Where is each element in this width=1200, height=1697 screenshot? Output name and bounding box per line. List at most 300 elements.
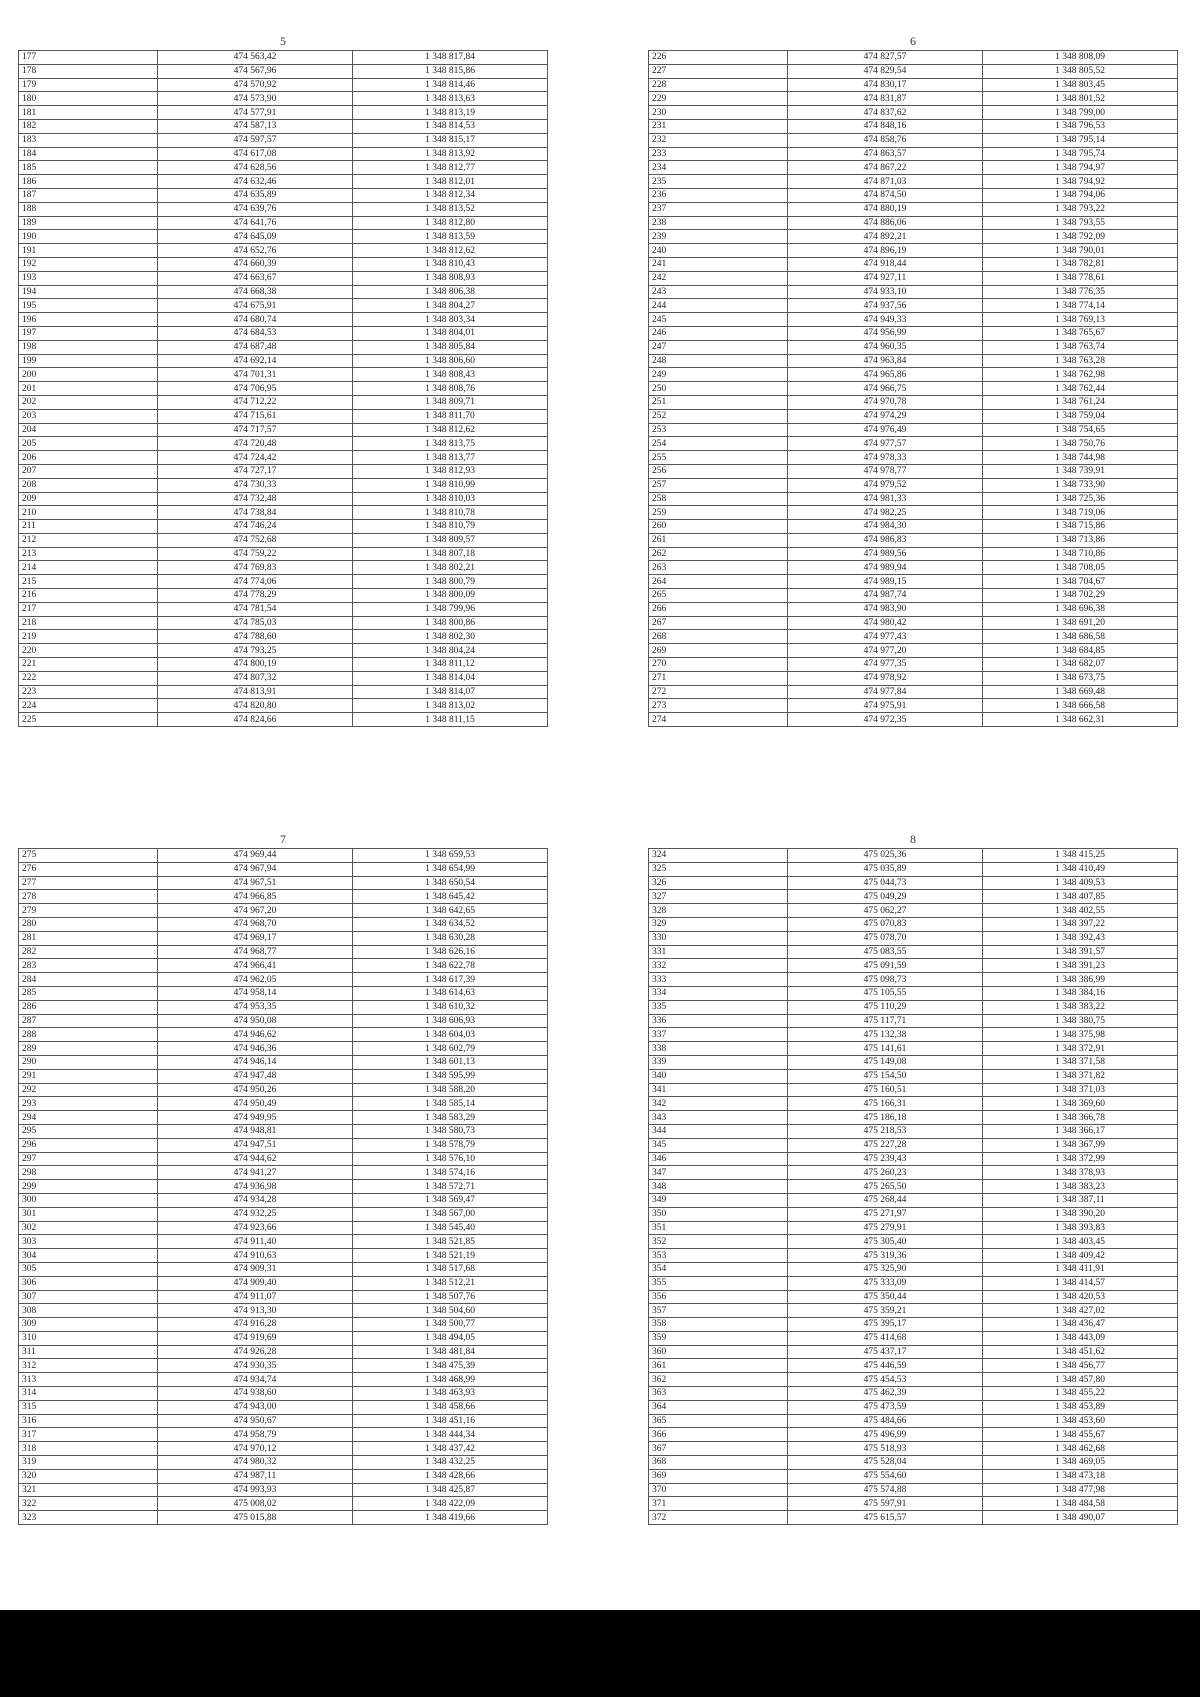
table-row — [19, 561, 548, 575]
x-coordinate: 474 759,22 — [158, 547, 353, 561]
table-row — [649, 1166, 1178, 1180]
x-coordinate: 474 916,28 — [158, 1318, 353, 1332]
table-row — [19, 340, 548, 354]
x-coordinate: 475 110,29 — [788, 1000, 983, 1014]
table-row — [649, 644, 1178, 658]
point-number: 365 — [649, 1414, 788, 1428]
point-number: 298 — [19, 1166, 158, 1180]
y-coordinate: 1 348 504,60 — [353, 1304, 548, 1318]
y-coordinate: 1 348 642,65 — [353, 904, 548, 918]
point-number: 337 — [649, 1028, 788, 1042]
x-coordinate: 475 333,09 — [788, 1276, 983, 1290]
y-coordinate: 1 348 384,16 — [983, 986, 1178, 1000]
table-row — [649, 175, 1178, 189]
table-row — [19, 1042, 548, 1056]
point-number: 327 — [649, 890, 788, 904]
table-row — [649, 1483, 1178, 1497]
table-row — [649, 492, 1178, 506]
table-row — [19, 713, 548, 727]
y-coordinate: 1 348 409,53 — [983, 876, 1178, 890]
point-number: 250 — [649, 382, 788, 396]
point-number: 295 — [19, 1124, 158, 1138]
page-6 — [648, 34, 1178, 804]
table-row — [649, 1331, 1178, 1345]
y-coordinate: 1 348 617,39 — [353, 973, 548, 987]
point-number: 322 — [19, 1497, 158, 1511]
table-row — [19, 1345, 548, 1359]
table-row — [649, 1193, 1178, 1207]
point-number: 315 — [19, 1400, 158, 1414]
x-coordinate: 474 926,28 — [158, 1345, 353, 1359]
y-coordinate: 1 348 393,83 — [983, 1221, 1178, 1235]
y-coordinate: 1 348 793,22 — [983, 202, 1178, 216]
table-row — [649, 451, 1178, 465]
x-coordinate: 474 989,56 — [788, 547, 983, 561]
point-number: 231 — [649, 119, 788, 133]
x-coordinate: 475 078,70 — [788, 931, 983, 945]
y-coordinate: 1 348 578,79 — [353, 1138, 548, 1152]
x-coordinate: 474 827,57 — [788, 51, 983, 65]
table-row — [649, 986, 1178, 1000]
y-coordinate: 1 348 463,93 — [353, 1387, 548, 1401]
y-coordinate: 1 348 803,34 — [353, 313, 548, 327]
table-row — [649, 671, 1178, 685]
y-coordinate: 1 348 521,85 — [353, 1235, 548, 1249]
y-coordinate: 1 348 800,79 — [353, 575, 548, 589]
x-coordinate: 475 597,91 — [788, 1497, 983, 1511]
y-coordinate: 1 348 804,27 — [353, 299, 548, 313]
y-coordinate: 1 348 455,22 — [983, 1387, 1178, 1401]
y-coordinate: 1 348 799,00 — [983, 106, 1178, 120]
page-number: 8 — [910, 832, 916, 846]
y-coordinate: 1 348 397,22 — [983, 917, 1178, 931]
point-number: 286 — [19, 1000, 158, 1014]
y-coordinate: 1 348 810,43 — [353, 257, 548, 271]
x-coordinate: 475 160,51 — [788, 1083, 983, 1097]
table-row — [649, 1221, 1178, 1235]
y-coordinate: 1 348 484,58 — [983, 1497, 1178, 1511]
page-number: 6 — [910, 34, 916, 48]
point-number: 300 — [19, 1193, 158, 1207]
y-coordinate: 1 348 806,60 — [353, 354, 548, 368]
y-coordinate: 1 348 763,74 — [983, 340, 1178, 354]
point-number: 255 — [649, 451, 788, 465]
point-number: 335 — [649, 1000, 788, 1014]
x-coordinate: 474 958,79 — [158, 1428, 353, 1442]
point-number: 219 — [19, 630, 158, 644]
point-number: 280 — [19, 917, 158, 931]
point-number: 195 — [19, 299, 158, 313]
point-number: 262 — [649, 547, 788, 561]
x-coordinate: 474 947,48 — [158, 1069, 353, 1083]
y-coordinate: 1 348 719,06 — [983, 506, 1178, 520]
point-number: 352 — [649, 1235, 788, 1249]
point-number: 241 — [649, 257, 788, 271]
point-number: 324 — [649, 849, 788, 863]
table-row — [19, 230, 548, 244]
point-number: 362 — [649, 1373, 788, 1387]
point-number: 248 — [649, 354, 788, 368]
x-coordinate: 474 909,31 — [158, 1262, 353, 1276]
x-coordinate: 474 982,25 — [788, 506, 983, 520]
y-coordinate: 1 348 810,03 — [353, 492, 548, 506]
point-number: 206 — [19, 451, 158, 465]
x-coordinate: 474 946,14 — [158, 1055, 353, 1069]
x-coordinate: 474 628,56 — [158, 161, 353, 175]
x-coordinate: 474 687,48 — [158, 340, 353, 354]
x-coordinate: 474 573,90 — [158, 92, 353, 106]
table-row — [649, 271, 1178, 285]
table-row — [649, 862, 1178, 876]
point-number: 239 — [649, 230, 788, 244]
scan-border — [0, 1610, 1200, 1697]
x-coordinate: 474 829,54 — [788, 64, 983, 78]
y-coordinate: 1 348 715,86 — [983, 520, 1178, 534]
table-row — [19, 299, 548, 313]
point-number: 363 — [649, 1387, 788, 1401]
point-number: 202 — [19, 395, 158, 409]
y-coordinate: 1 348 739,91 — [983, 464, 1178, 478]
point-number: 349 — [649, 1193, 788, 1207]
x-coordinate: 475 044,73 — [788, 876, 983, 890]
point-number: 341 — [649, 1083, 788, 1097]
x-coordinate: 474 858,76 — [788, 133, 983, 147]
table-row — [19, 216, 548, 230]
x-coordinate: 474 978,33 — [788, 451, 983, 465]
table-row — [649, 257, 1178, 271]
x-coordinate: 474 969,44 — [158, 849, 353, 863]
point-number: 188 — [19, 202, 158, 216]
table-row — [649, 959, 1178, 973]
y-coordinate: 1 348 410,49 — [983, 862, 1178, 876]
point-number: 287 — [19, 1014, 158, 1028]
x-coordinate: 474 944,62 — [158, 1152, 353, 1166]
y-coordinate: 1 348 490,07 — [983, 1511, 1178, 1525]
x-coordinate: 474 911,40 — [158, 1235, 353, 1249]
table-row — [19, 64, 548, 78]
y-coordinate: 1 348 403,45 — [983, 1235, 1178, 1249]
x-coordinate: 474 949,95 — [158, 1111, 353, 1125]
x-coordinate: 475 528,04 — [788, 1456, 983, 1470]
x-coordinate: 475 462,39 — [788, 1387, 983, 1401]
y-coordinate: 1 348 645,42 — [353, 890, 548, 904]
y-coordinate: 1 348 814,46 — [353, 78, 548, 92]
table-row — [19, 1331, 548, 1345]
x-coordinate: 474 967,20 — [158, 904, 353, 918]
table-row — [19, 1124, 548, 1138]
y-coordinate: 1 348 805,52 — [983, 64, 1178, 78]
table-row — [19, 1235, 548, 1249]
point-number: 288 — [19, 1028, 158, 1042]
x-coordinate: 474 813,91 — [158, 685, 353, 699]
table-row — [649, 1083, 1178, 1097]
y-coordinate: 1 348 794,97 — [983, 161, 1178, 175]
point-number: 290 — [19, 1055, 158, 1069]
x-coordinate: 474 958,14 — [158, 986, 353, 1000]
table-row — [649, 368, 1178, 382]
x-coordinate: 474 730,33 — [158, 478, 353, 492]
table-row — [19, 1442, 548, 1456]
table-row — [649, 630, 1178, 644]
x-coordinate: 474 567,96 — [158, 64, 353, 78]
table-row — [649, 1359, 1178, 1373]
table-row — [649, 533, 1178, 547]
x-coordinate: 474 645,09 — [158, 230, 353, 244]
x-coordinate: 475 166,31 — [788, 1097, 983, 1111]
y-coordinate: 1 348 803,45 — [983, 78, 1178, 92]
point-number: 340 — [649, 1069, 788, 1083]
y-coordinate: 1 348 813,75 — [353, 437, 548, 451]
point-number: 201 — [19, 382, 158, 396]
y-coordinate: 1 348 414,57 — [983, 1276, 1178, 1290]
point-number: 353 — [649, 1249, 788, 1263]
table-row — [649, 1276, 1178, 1290]
y-coordinate: 1 348 810,79 — [353, 520, 548, 534]
y-coordinate: 1 348 805,84 — [353, 340, 548, 354]
point-number: 215 — [19, 575, 158, 589]
x-coordinate: 474 932,25 — [158, 1207, 353, 1221]
point-number: 272 — [649, 685, 788, 699]
table-row — [19, 986, 548, 1000]
point-number: 271 — [649, 671, 788, 685]
y-coordinate: 1 348 813,52 — [353, 202, 548, 216]
point-number: 357 — [649, 1304, 788, 1318]
y-coordinate: 1 348 812,34 — [353, 188, 548, 202]
table-row — [649, 890, 1178, 904]
x-coordinate: 474 977,35 — [788, 658, 983, 672]
point-number: 267 — [649, 616, 788, 630]
y-coordinate: 1 348 432,25 — [353, 1456, 548, 1470]
x-coordinate: 474 769,83 — [158, 561, 353, 575]
x-coordinate: 474 962,05 — [158, 973, 353, 987]
point-number: 321 — [19, 1483, 158, 1497]
table-row — [649, 437, 1178, 451]
table-row — [649, 106, 1178, 120]
y-coordinate: 1 348 808,93 — [353, 271, 548, 285]
table-row — [19, 1166, 548, 1180]
y-coordinate: 1 348 402,55 — [983, 904, 1178, 918]
table-row — [19, 1456, 548, 1470]
y-coordinate: 1 348 602,79 — [353, 1042, 548, 1056]
point-number: 310 — [19, 1331, 158, 1345]
x-coordinate: 474 927,11 — [788, 271, 983, 285]
table-row — [19, 106, 548, 120]
y-coordinate: 1 348 810,78 — [353, 506, 548, 520]
y-coordinate: 1 348 375,98 — [983, 1028, 1178, 1042]
point-number: 318 — [19, 1442, 158, 1456]
x-coordinate: 474 712,22 — [158, 395, 353, 409]
point-number: 283 — [19, 959, 158, 973]
table-row — [19, 1207, 548, 1221]
x-coordinate: 474 837,62 — [788, 106, 983, 120]
point-number: 252 — [649, 409, 788, 423]
table-row — [19, 1387, 548, 1401]
y-coordinate: 1 348 795,74 — [983, 147, 1178, 161]
point-number: 364 — [649, 1400, 788, 1414]
point-number: 361 — [649, 1359, 788, 1373]
table-row — [649, 1055, 1178, 1069]
y-coordinate: 1 348 778,61 — [983, 271, 1178, 285]
x-coordinate: 475 350,44 — [788, 1290, 983, 1304]
y-coordinate: 1 348 654,99 — [353, 862, 548, 876]
point-number: 243 — [649, 285, 788, 299]
point-number: 343 — [649, 1111, 788, 1125]
point-number: 233 — [649, 147, 788, 161]
table-row — [19, 285, 548, 299]
x-coordinate: 474 953,35 — [158, 1000, 353, 1014]
y-coordinate: 1 348 372,99 — [983, 1152, 1178, 1166]
point-number: 229 — [649, 92, 788, 106]
y-coordinate: 1 348 659,53 — [353, 849, 548, 863]
x-coordinate: 474 831,87 — [788, 92, 983, 106]
x-coordinate: 475 091,59 — [788, 959, 983, 973]
y-coordinate: 1 348 733,90 — [983, 478, 1178, 492]
x-coordinate: 474 830,17 — [788, 78, 983, 92]
x-coordinate: 475 271,97 — [788, 1207, 983, 1221]
x-coordinate: 475 260,23 — [788, 1166, 983, 1180]
y-coordinate: 1 348 813,19 — [353, 106, 548, 120]
point-number: 180 — [19, 92, 158, 106]
table-row — [649, 1097, 1178, 1111]
x-coordinate: 474 966,85 — [158, 890, 353, 904]
point-number: 197 — [19, 326, 158, 340]
table-row — [649, 1014, 1178, 1028]
table-row — [649, 699, 1178, 713]
y-coordinate: 1 348 762,44 — [983, 382, 1178, 396]
point-number: 276 — [19, 862, 158, 876]
y-coordinate: 1 348 795,14 — [983, 133, 1178, 147]
point-number: 221 — [19, 658, 158, 672]
point-number: 334 — [649, 986, 788, 1000]
x-coordinate: 475 227,28 — [788, 1138, 983, 1152]
table-row — [649, 1235, 1178, 1249]
x-coordinate: 474 950,49 — [158, 1097, 353, 1111]
y-coordinate: 1 348 517,68 — [353, 1262, 548, 1276]
y-coordinate: 1 348 453,60 — [983, 1414, 1178, 1428]
y-coordinate: 1 348 569,47 — [353, 1193, 548, 1207]
table-row — [649, 1111, 1178, 1125]
x-coordinate: 474 563,42 — [158, 51, 353, 65]
x-coordinate: 475 049,29 — [788, 890, 983, 904]
y-coordinate: 1 348 761,24 — [983, 395, 1178, 409]
point-number: 203 — [19, 409, 158, 423]
point-number: 323 — [19, 1511, 158, 1525]
y-coordinate: 1 348 812,01 — [353, 175, 548, 189]
x-coordinate: 474 774,06 — [158, 575, 353, 589]
point-number: 332 — [649, 959, 788, 973]
y-coordinate: 1 348 595,99 — [353, 1069, 548, 1083]
y-coordinate: 1 348 774,14 — [983, 299, 1178, 313]
table-row — [649, 1249, 1178, 1263]
table-row — [19, 409, 548, 423]
table-row — [19, 1304, 548, 1318]
page-8 — [648, 832, 1178, 1602]
y-coordinate: 1 348 392,43 — [983, 931, 1178, 945]
point-number: 325 — [649, 862, 788, 876]
table-row — [19, 547, 548, 561]
table-row — [649, 1400, 1178, 1414]
point-number: 273 — [649, 699, 788, 713]
table-row — [649, 547, 1178, 561]
table-row — [649, 1069, 1178, 1083]
x-coordinate: 474 720,48 — [158, 437, 353, 451]
y-coordinate: 1 348 390,20 — [983, 1207, 1178, 1221]
table-row — [19, 147, 548, 161]
point-number: 367 — [649, 1442, 788, 1456]
point-number: 198 — [19, 340, 158, 354]
table-row — [19, 395, 548, 409]
x-coordinate: 474 960,35 — [788, 340, 983, 354]
x-coordinate: 474 977,57 — [788, 437, 983, 451]
point-number: 319 — [19, 1456, 158, 1470]
x-coordinate: 474 943,00 — [158, 1400, 353, 1414]
y-coordinate: 1 348 808,76 — [353, 382, 548, 396]
x-coordinate: 475 035,89 — [788, 862, 983, 876]
point-number: 275 — [19, 849, 158, 863]
point-number: 236 — [649, 188, 788, 202]
table-row — [19, 630, 548, 644]
table-row — [649, 931, 1178, 945]
x-coordinate: 474 967,51 — [158, 876, 353, 890]
point-number: 344 — [649, 1124, 788, 1138]
point-number: 217 — [19, 602, 158, 616]
table-row — [19, 1055, 548, 1069]
table-row — [649, 230, 1178, 244]
y-coordinate: 1 348 622,78 — [353, 959, 548, 973]
table-row — [19, 354, 548, 368]
x-coordinate: 474 863,57 — [788, 147, 983, 161]
y-coordinate: 1 348 759,04 — [983, 409, 1178, 423]
y-coordinate: 1 348 391,57 — [983, 945, 1178, 959]
table-row — [649, 945, 1178, 959]
table-row — [19, 589, 548, 603]
table-row — [649, 658, 1178, 672]
x-coordinate: 474 968,77 — [158, 945, 353, 959]
table-row — [649, 1000, 1178, 1014]
x-coordinate: 474 989,94 — [788, 561, 983, 575]
table-row — [19, 671, 548, 685]
x-coordinate: 474 752,68 — [158, 533, 353, 547]
y-coordinate: 1 348 436,47 — [983, 1318, 1178, 1332]
table-row — [649, 1318, 1178, 1332]
table-row — [19, 244, 548, 258]
table-row — [19, 1414, 548, 1428]
point-number: 179 — [19, 78, 158, 92]
y-coordinate: 1 348 704,67 — [983, 575, 1178, 589]
x-coordinate: 474 936,98 — [158, 1180, 353, 1194]
x-coordinate: 475 454,53 — [788, 1373, 983, 1387]
x-coordinate: 474 923,66 — [158, 1221, 353, 1235]
y-coordinate: 1 348 427,02 — [983, 1304, 1178, 1318]
table-row — [649, 685, 1178, 699]
x-coordinate: 474 738,84 — [158, 506, 353, 520]
point-number: 317 — [19, 1428, 158, 1442]
table-row — [19, 133, 548, 147]
x-coordinate: 474 617,08 — [158, 147, 353, 161]
y-coordinate: 1 348 468,99 — [353, 1373, 548, 1387]
table-row — [19, 917, 548, 931]
y-coordinate: 1 348 811,12 — [353, 658, 548, 672]
x-coordinate: 474 587,13 — [158, 119, 353, 133]
table-row — [19, 1193, 548, 1207]
y-coordinate: 1 348 473,18 — [983, 1469, 1178, 1483]
point-number: 336 — [649, 1014, 788, 1028]
point-number: 294 — [19, 1111, 158, 1125]
y-coordinate: 1 348 810,99 — [353, 478, 548, 492]
y-coordinate: 1 348 477,98 — [983, 1483, 1178, 1497]
point-number: 359 — [649, 1331, 788, 1345]
point-number: 358 — [649, 1318, 788, 1332]
